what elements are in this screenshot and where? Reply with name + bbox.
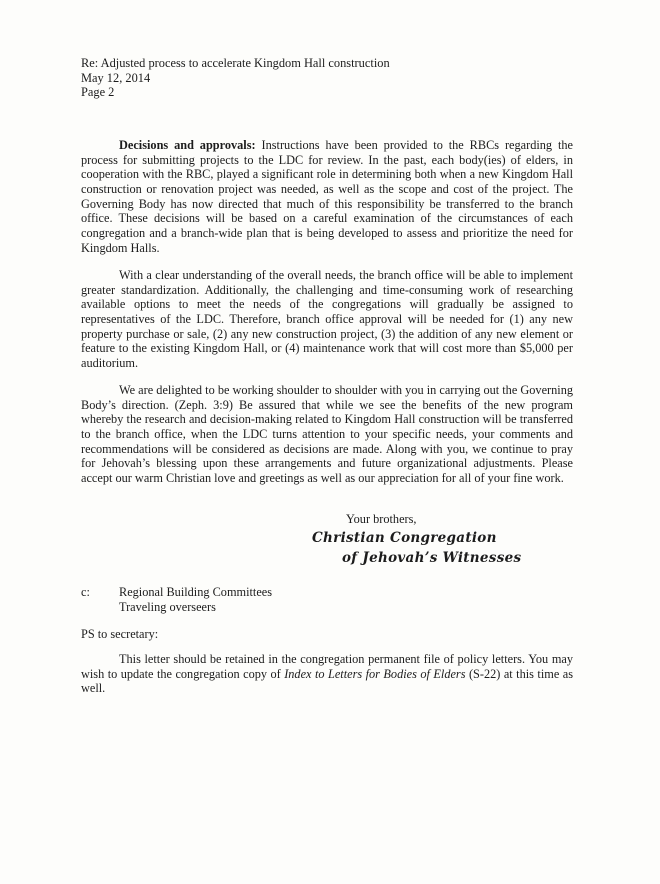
page-number: Page 2 xyxy=(81,85,115,99)
cc-label: c: xyxy=(81,585,90,599)
paragraph-closing-remarks: We are delighted to be working shoulder to shoulder with you in carrying out the Governing Body’s direction. (Zeph. 3:9) Be assured that while we see the benefits of the new program whereby the research and decision-making related to Kingdom Hall construction will be transferred to the branch office, when the LDC turns attention to your specific needs, your comments and recommendations will be considered as decisions are made. Along with you, we continue to pray for Jehovah’s blessing upon these arrangements and future organizational adjustments. Please accept our warm Christian love and greetings as well as our appreciation for all of your fine work. xyxy=(81,383,573,485)
letter-date: May 12, 2014 xyxy=(81,70,151,85)
paragraph-text: Instructions have been provided to the RBCs regarding the process for submitting projects to the LDC for review. In the past, each body(ies) of elders, in cooperation with the RBC, played a significant role in determining both when a new Kingdom Hall construction or renovation project was needed, as well as the scope and cost of the project. The Governing Body has now directed that much of this responsibility be transferred to the branch office. These decisions will be based on a careful examination of the circumstances of each congregation and a branch-wide plan that is being developed to assess and prioritize the need for Kingdom Halls. xyxy=(81,138,573,255)
paragraph-decisions xyxy=(81,138,573,255)
cc-recipient: Traveling overseers xyxy=(119,599,216,614)
ps-italic-title: Index to Letters for Bodies of Elders xyxy=(284,666,466,681)
closing-salutation: Your brothers, xyxy=(346,512,417,526)
signature-line-1: Christian Congregation xyxy=(312,530,497,546)
ps-paragraph xyxy=(81,652,573,696)
cc-recipient: Regional Building Committees xyxy=(119,585,273,599)
ps-text-after: (S-22) at this time as well. xyxy=(81,666,573,696)
ps-text-before: This letter should be retained in the congregation permanent file of policy letters. You may wish to update the congregation copy of xyxy=(81,652,573,681)
cc-recipient-list xyxy=(119,585,272,614)
paragraph-standardization: With a clear understanding of the overall needs, the branch office will be able to implement greater standardization. Additionally, the challenging and time-consuming work of researching available options to meet the needs of the congregations will gradually be assigned to representatives of the LDC. Therefore, branch office approval will be needed for (1) any new property purchase or sale, (2) any new construction project, (3) the addition of any new element or feature to the existing Kingdom Hall, or (4) maintenance work that will cost more than $5,000 per auditorium. xyxy=(81,268,573,370)
letter-header xyxy=(81,56,390,100)
re-line: Re: Adjusted process to accelerate Kingdom Hall construction xyxy=(81,56,390,70)
signature-line-2: of Jehovah’s Witnesses xyxy=(342,550,522,566)
ps-label: PS to secretary: xyxy=(81,627,159,641)
paragraph-heading: Decisions and approvals: xyxy=(119,138,256,152)
